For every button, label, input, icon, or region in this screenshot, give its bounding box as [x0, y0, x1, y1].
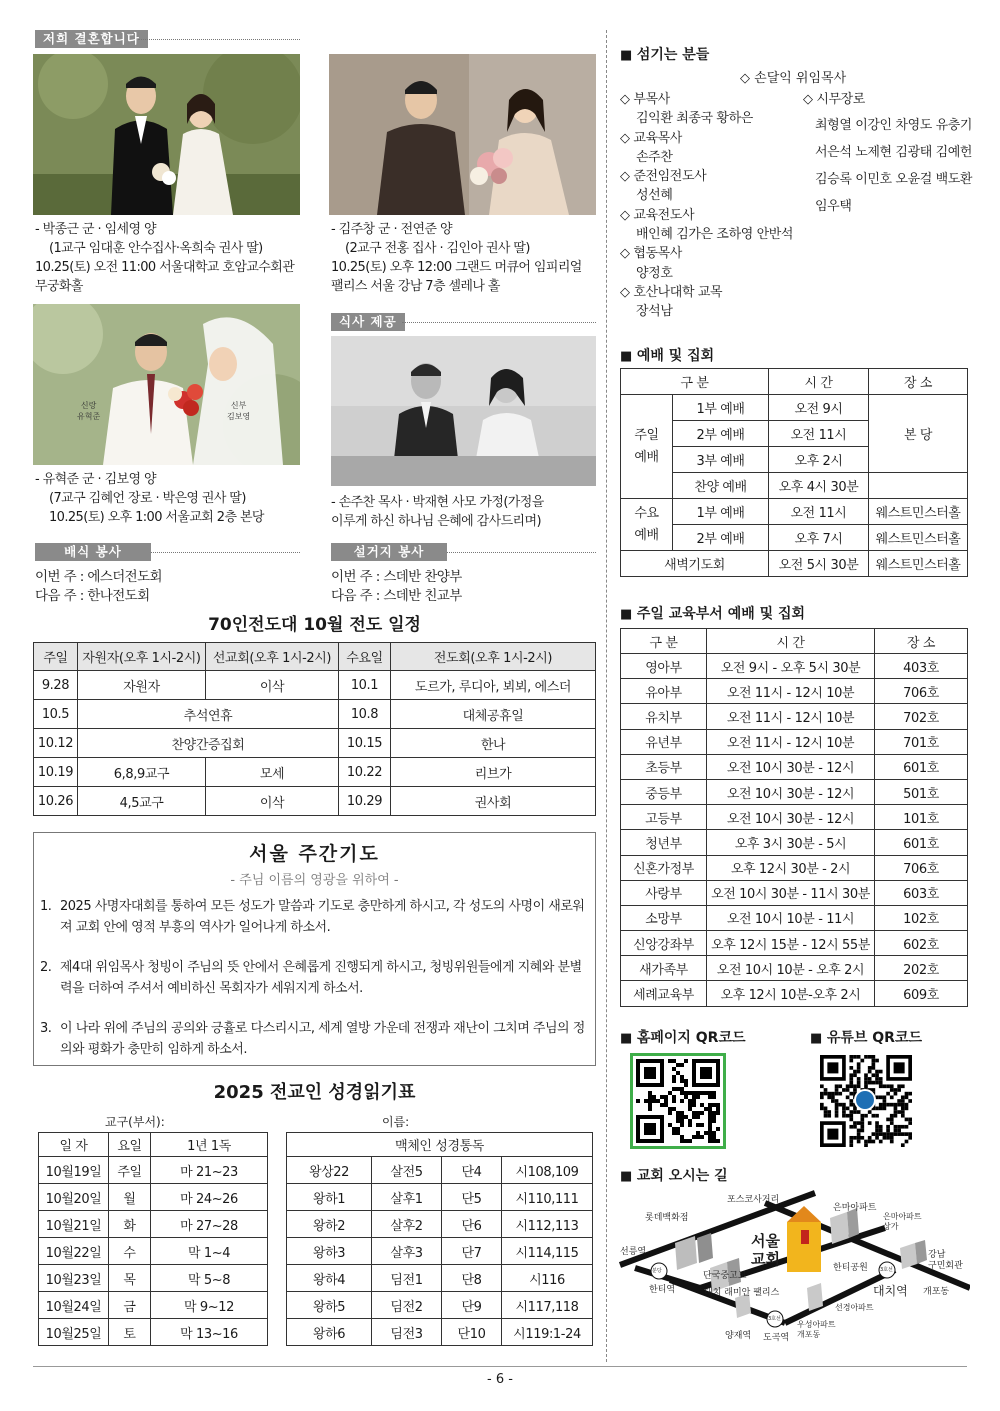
table-row: 10월23일 목 막 5~8: [39, 1265, 268, 1292]
table-row: 세례교육부 오후 12시 10분-오후 2시 609호: [621, 981, 968, 1006]
wedding-caption-1: - 박종근 군 · 임세영 양 (1교구 임대훈 안수집사·옥희숙 권사 딸) 10.25(토) 오전 11:00 서울대학교 호암교수회관 무궁화홀: [35, 222, 295, 294]
senior-pastor: ◇ 손달익 위임목사: [740, 71, 847, 86]
qr-youtube-title: ■ 유튜브 QR코드: [810, 1027, 922, 1047]
church-map: 포스코사거리 롯데백화점 은마아파트 은마아파트 상가 선릉역 한티역 단국중고교 서울 교회 한티공원 대치역 강남 구민회관 개포동 대치 래미안 팰리스 선경아파트 양재역 도곡역 우성아파트 개포동 분당 3호선 3호선: [615, 1188, 970, 1348]
education-table: 구 분 시 간 장 소 영아부 오전 9시 - 오후 5시 30분 403호 유아부 오전 11시 - 12시 10분 706호 유치부 오전 11시 - 12시 10분 702호 유년부 오전 11시 - 12시 10분 701호 초등부 오전 10시 30분 - 12시 601호 중등부 오전 10시 30분 - 12시 501호 고등부 오전 10시 30분 - 12시 101호 청년부 오후 3시 30분 - 5시 601호 신혼가정부 오후 12시 30분 - 2시 706호 사랑부 오전 10시 30분 - 11시 30분 603호 소망부 오전 10시 10분 - 11시 102호 신앙강좌부 오후 12시 15분 - 12시 55분 602호 새가족부 오전 10시 10분 - 오후 2시 202호 세례교육부 오후 12시 10분-오후 2시 609호: [620, 628, 968, 1007]
evangelism-table: 주일 자원자(오후 1시-2시) 선교회(오후 1시-2시) 수요일 전도회(오후 1시-2시) 9.28 자원자 이삭 10.1 도르가, 루디아, 뵈뵈, 에스더 10.5 추석연휴 10.8 대체공휴일 10.12 찬양간증집회 10.15 한나 10.19 6,8,9교구 모세 10.22 리브가 10.26 4,5교구 이삭 10.29 권사회: [33, 642, 596, 816]
table-row: 신혼가정부 오후 12시 30분 - 2시 706호: [621, 855, 968, 880]
footer-rule: [33, 1366, 967, 1367]
page-number: - 6 -: [487, 1372, 513, 1387]
prayer-list: [34, 888, 595, 1060]
serve-schedule: 이번 주 : 에스더전도회 다음 주 : 한나전도회: [35, 569, 162, 604]
groom-label: 신랑 유혁준: [77, 401, 101, 421]
bible-table-left: 일 자 요일 1년 1독 10월19일 주일 마 21~23 10월20일 월 마 24~26 10월21일 화 마 27~28 10월22일 수 막 1~4 10월23일 목 막 5~8 10월24일 금 막 9~12 10월25일 토 막 13~16: [38, 1132, 268, 1346]
prayer-item: 2. 제4대 위임목사 청빙이 주님의 뜻 안에서 은혜롭게 진행되게 하시고, 청빙위원들에게 지혜와 분별력을 더하여 주셔서 예비하신 목회자가 세워지게 하소서.: [40, 960, 582, 996]
wedding-caption-3: - 유혁준 군 · 김보영 양 (7교구 김혜언 장로 · 박은영 권사 딸) 10.25(토) 오후 1:00 서울교회 2층 본당: [35, 472, 264, 525]
staff-elders: ◇ 시무장로 최형열 이강인 차영도 유충기 서은석 노제현 김광태 김예헌 김승록 이민호 오윤걸 백도환 임우택: [803, 92, 973, 214]
qr-home-title: ■ 홈페이지 QR코드: [620, 1027, 746, 1047]
dish-schedule: 이번 주 : 스데반 찬양부 다음 주 : 스데반 친교부: [331, 569, 462, 604]
table-row: 유년부 오전 11시 - 12시 10분 701호: [621, 729, 968, 754]
table-row: 고등부 오전 10시 30분 - 12시 101호: [621, 805, 968, 830]
worship-title: ■ 예배 및 집회: [620, 345, 714, 365]
table-row: 유아부 오전 11시 - 12시 10분 706호: [621, 679, 968, 704]
bride-label: 신부 김보영: [227, 401, 251, 421]
table-row: 10월20일 월 마 24~26: [39, 1184, 268, 1211]
table-row: 10월25일 토 막 13~16: [39, 1319, 268, 1346]
table-row: 10.5 추석연휴 10.8 대체공휴일: [34, 700, 596, 729]
table-row: 소망부 오전 10시 10분 - 11시 102호: [621, 905, 968, 930]
bible-table-right: 맥체인 성경통독 왕상22 살전5 단4 시108,109 왕하1 살후1 단5 시110,111 왕하2 살후2 단6 시112,113 왕하3 살후3 단7 시114,115 왕하4 딤전1 단8 시116 왕하5 딤전2 단9 시117,118 왕하6 딤전3 단10 시119:1-24: [286, 1132, 593, 1346]
table-row: 사랑부 오전 10시 30분 - 11시 30분 603호: [621, 880, 968, 905]
table-row: 왕하1 살후1 단5 시110,111: [287, 1184, 593, 1211]
name-label: 이름:: [382, 1115, 410, 1129]
table-row: 10.26 4,5교구 이삭 10.29 권사회: [34, 787, 596, 816]
table-row: 왕상22 살전5 단4 시108,109: [287, 1157, 593, 1184]
worship-table: 구 분 시 간 장 소 주일 예배 1부 예배 오전 9시 본 당 2부 예배 오전 11시 3부 예배 오후 2시 찬양 예배 오후 4시 30분 수요 예배 1부 예배 오전 11시 웨스트민스터홀 2부 예배 오후 7시 웨스트민스터홀 새벽기도회 오전 5시 30분 웨스트민스터홀: [620, 368, 968, 577]
bible-title: 2025 전교인 성경읽기표: [213, 1082, 416, 1103]
education-title: ■ 주일 교육부서 예배 및 집회: [620, 603, 805, 623]
meal-caption: - 손주찬 목사 · 박재현 사모 가정(가정을 이루게 하신 하나님 은혜에 감사드리며): [331, 495, 544, 529]
table-row: 청년부 오후 3시 30분 - 5시 601호: [621, 830, 968, 855]
table-row: 왕하6 딤전3 단10 시119:1-24: [287, 1319, 593, 1346]
table-row: 새가족부 오전 10시 10분 - 오후 2시 202호: [621, 956, 968, 981]
serve-tag: 배식 봉사: [35, 543, 151, 561]
prayer-subtitle: - 주님 이름의 영광을 위하여 -: [230, 873, 399, 888]
evangelism-title: 70인전도대 10월 전도 일정: [208, 615, 421, 635]
table-row: 왕하2 살후2 단6 시112,113: [287, 1211, 593, 1238]
wedding-tag: 저희 결혼합니다: [35, 30, 148, 48]
wedding-photo-2: [329, 54, 596, 215]
table-row: 유치부 오전 11시 - 12시 10분 702호: [621, 704, 968, 729]
meal-tag: 식사 제공: [331, 313, 405, 331]
wedding-photo-3: [33, 304, 300, 465]
table-row: 초등부 오전 10시 30분 - 12시 601호: [621, 754, 968, 779]
wedding-photo-1: [33, 54, 300, 215]
table-row: 10월24일 금 막 9~12: [39, 1292, 268, 1319]
table-row: 영아부 오전 9시 - 오후 5시 30분 403호: [621, 654, 968, 679]
staff-left: ◇ 부목사 김익환 최종국 황하은 ◇ 교육목사 손주찬 ◇ 준전임전도사 성선혜 ◇ 교육전도사 배인혜 김가은 조하영 안반석 ◇ 협동목사 양정호 ◇ 호산나대학 교목 장석남: [620, 92, 794, 320]
prayer-title: 서울 주간기도: [249, 843, 380, 865]
prayer-box: [33, 832, 596, 1066]
table-row: 10월19일 주일 마 21~23: [39, 1157, 268, 1184]
meal-photo: [331, 336, 596, 486]
church-marker: 서울 교회: [751, 1232, 780, 1268]
table-row: 10.12 찬양간증집회 10.15 한나: [34, 729, 596, 758]
table-row: 왕하4 딤전1 단8 시116: [287, 1265, 593, 1292]
district-label: 교구(부서):: [105, 1115, 165, 1129]
youtube-qr-code[interactable]: [818, 1053, 914, 1149]
table-row: 10월22일 수 막 1~4: [39, 1238, 268, 1265]
prayer-item: 3. 이 나라 위에 주님의 공의와 긍휼로 다스리시고, 세계 열방 가운데 전쟁과 재난이 그치며 주님의 정의와 평화가 충만히 임하게 하소서.: [40, 1021, 585, 1057]
staff-title: ■ 섬기는 분들: [620, 44, 709, 64]
table-row: 신앙강좌부 오후 12시 15분 - 12시 55분 602호: [621, 931, 968, 956]
table-row: 중등부 오전 10시 30분 - 12시 501호: [621, 779, 968, 804]
homepage-qr-code[interactable]: [630, 1053, 726, 1149]
wedding-caption-2: - 김주창 군 · 전연준 양 (2교구 전홍 집사 · 김인아 권사 딸) 10.25(토) 오후 12:00 그랜드 머큐어 임피리얼 팰리스 서울 강남 7층 셀레나 홀: [331, 222, 582, 294]
dish-tag: 설거지 봉사: [331, 543, 447, 561]
table-row: 10.19 6,8,9교구 모세 10.22 리브가: [34, 758, 596, 787]
map-title: ■ 교회 오시는 길: [620, 1165, 728, 1185]
column-divider: [606, 30, 607, 1362]
table-row: 왕하3 살후3 단7 시114,115: [287, 1238, 593, 1265]
table-row: 왕하5 딤전2 단9 시117,118: [287, 1292, 593, 1319]
table-row: 9.28 자원자 이삭 10.1 도르가, 루디아, 뵈뵈, 에스더: [34, 671, 596, 700]
prayer-item: 1. 2025 사명자대회를 통하여 모든 성도가 말씀과 기도로 충만하게 하시고, 각 성도의 사명이 새로워져 교회 안에 영적 부흥의 역사가 일어나게 하소서.: [40, 899, 585, 935]
table-row: 10월21일 화 마 27~28: [39, 1211, 268, 1238]
church-logo-icon: [854, 1089, 876, 1111]
